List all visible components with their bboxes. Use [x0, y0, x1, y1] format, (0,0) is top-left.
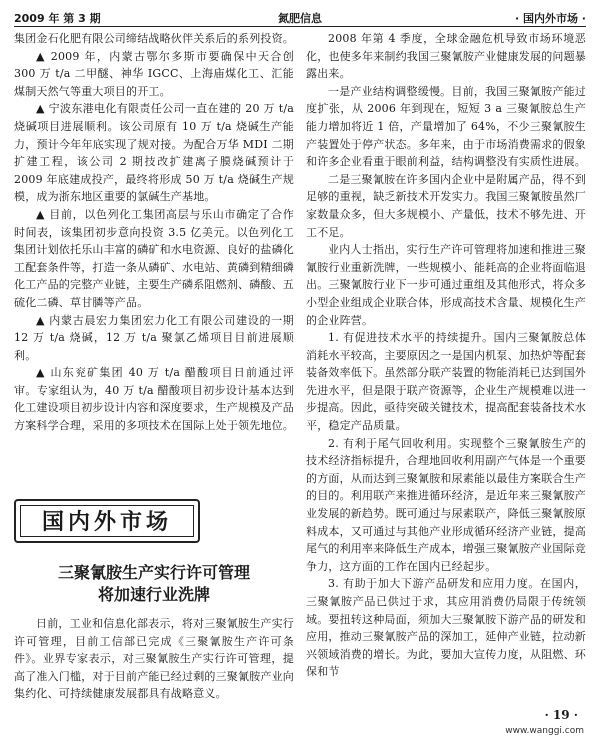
page-number: · 19 · [544, 708, 578, 722]
news-item: ▲ 目前，以色列化工集团高层与乐山市确定了合作时间表，该集团初步意向投资 3.5 亿美元。以色列化工集团计划依托乐山丰富的磷矿和水电资源、良好的盐磷化工配套条件等，打造一条从磷矿、水电站、黄磷到精细磷化工产品的完整产业链，主要生产磷系阻燃剂、磷酸、五硫化二磷、草甘膦等产品。 [14, 207, 294, 309]
paragraph: 业内人士指出，实行生产许可管理将加速和推进三聚氰胺行业重新洗牌，一些规模小、能耗高的企业将面临退出。三聚氰胺行业下一步可通过重组及其他形式，将众多小型企业组成企业联合体，形成高技术含量、规模化生产的企业阵营。 [306, 243, 586, 327]
news-item: ▲ 宁波东港电化有限责任公司一直在建的 20 万 t/a 烧碱项目进展顺利。该公司原有 10 万 t/a 烧碱生产能力，预计今年年底实现了规对接。为配合万华 MDI 二期扩建工程，该公司 2 期技改扩建离子膜烧碱预计于 2009 年底建成投产，最终将形成 50 万 t/a 烧碱生产规模，成为浙东地区重要的氯碱生产基地。 [14, 102, 294, 204]
section-banner [14, 499, 200, 543]
journal-title: 氮肥信息 [278, 12, 322, 25]
watermark: www.wanggi.com [505, 726, 584, 736]
right-column [306, 30, 586, 681]
issue-label: 2009 年 第 3 期 [14, 12, 101, 25]
running-header [14, 8, 586, 27]
section-banner-label: 国内外市场 [20, 505, 194, 537]
article-title-line2: 将加速行业洗牌 [97, 585, 210, 604]
section-label: · 国内外市场 · [514, 12, 586, 25]
paragraph: 2008 年第 4 季度，全球金融危机导致市场环境恶化，也使多年来制约我国三聚氰胺产业健康发展的问题暴露出来。 [306, 32, 586, 81]
news-item: ▲ 内蒙古晨宏力集团宏力化工有限公司建设的一期 12 万 t/a 烧碱，12 万 t/a 聚氯乙烯项目目前进展顺利。 [14, 313, 294, 362]
news-item: ▲ 2009 年，内蒙古鄂尔多斯市要确保中天合创 300 万 t/a 二甲醚、神华 IGCC、上海庙煤化工、汇能煤制天然气等重大项目的开工。 [14, 49, 294, 98]
paragraph: 1. 有促进技术水平的持续提升。国内三聚氰胺总体消耗水平较高，主要原因之一是国内机泵、加热炉等配套装备效率低下。虽然部分联产装置的物能消耗已达到国外先进水平，但是限于联产资源等，企业生产规模难以进一步提高。因此，亟待突破关键技术，提高配套装备技术水平，稳定产品质量。 [306, 331, 586, 433]
article-title-line1: 三聚氰胺生产实行许可管理 [57, 563, 250, 582]
article-intro: 日前，工业和信息化部表示，将对三聚氰胺生产实行许可管理，目前工信部已完成《三聚氰胺生产许可条件》。业界专家表示，对三聚氰胺生产实行许可管理，提高了准入门槛，对于目前产能已经过剩的三聚氰胺产业向集约化、可持续健康发展都具有战略意义。 [14, 617, 294, 701]
left-column [14, 30, 294, 435]
paragraph: 一是产业结构调整缓慢。目前，我国三聚氰胺产能过度扩张，从 2006 年到现在，短短 3 a 三聚氰胺总生产能力增加将近 1 倍，产量增加了 64%，不少三聚氰胺生产装置处于停产状态。多年来，由于市场消费需求的假象和许多企业看重于眼前利益，结构调整没有实质性进展。 [306, 84, 586, 169]
news-item: ▲ 山东兖矿集团 40 万 t/a 醋酸项目日前通过评审。专家组认为，40 万 t/a 醋酸项目初步设计基本达到化工建设项目初步设计内容和深度要求，生产规模及产品方案科学合理，采用的多项技术在国际上处于领先地位。 [14, 366, 294, 433]
paragraph: 二是三聚氰胺在许多国内企业中是附属产品，得不到足够的重视，缺乏新技术开发实力。我国三聚氰胺虽然厂家数量众多，但大多规模小、产量低，技术不够先进、开工不足。 [306, 172, 586, 239]
paragraph: 3. 有助于加大下游产品研发和应用力度。在国内，三聚氰胺产品已供过于求，其应用消费仍局限于传统领域。要扭转这种局面，须加大三聚氰胺下游产品的研发和应用，推动三聚氰胺产品的深加工，延伸产业链，拉动新兴领域消费的增长。为此，要加大宣传力度，从阻燃、环保和节 [306, 577, 586, 679]
paragraph: 2. 有利于尾气回收利用。实现整个三聚氰胺生产的技术经济指标提升，合理地回收利用副产气体是一个重要的方面，从而达到三聚氰胺和尿素能以最佳方案联合生产的目的。利用联产来推进循环经济，是近年来三聚氰胺产业发展的新趋势。既可通过与尿素联产，降低三聚氰胺原料成本，又可通过与其他产业形成循环经济产业链，提高尾气的利用率来降低生产成本，增强三聚氰胺产业国际竞争力，这方面的工作在国内已经起步。 [306, 436, 586, 573]
paragraph: 集团金石化肥有限公司缔结战略伙伴关系后的系列投资。 [14, 32, 294, 45]
article-intro-block [14, 615, 294, 703]
